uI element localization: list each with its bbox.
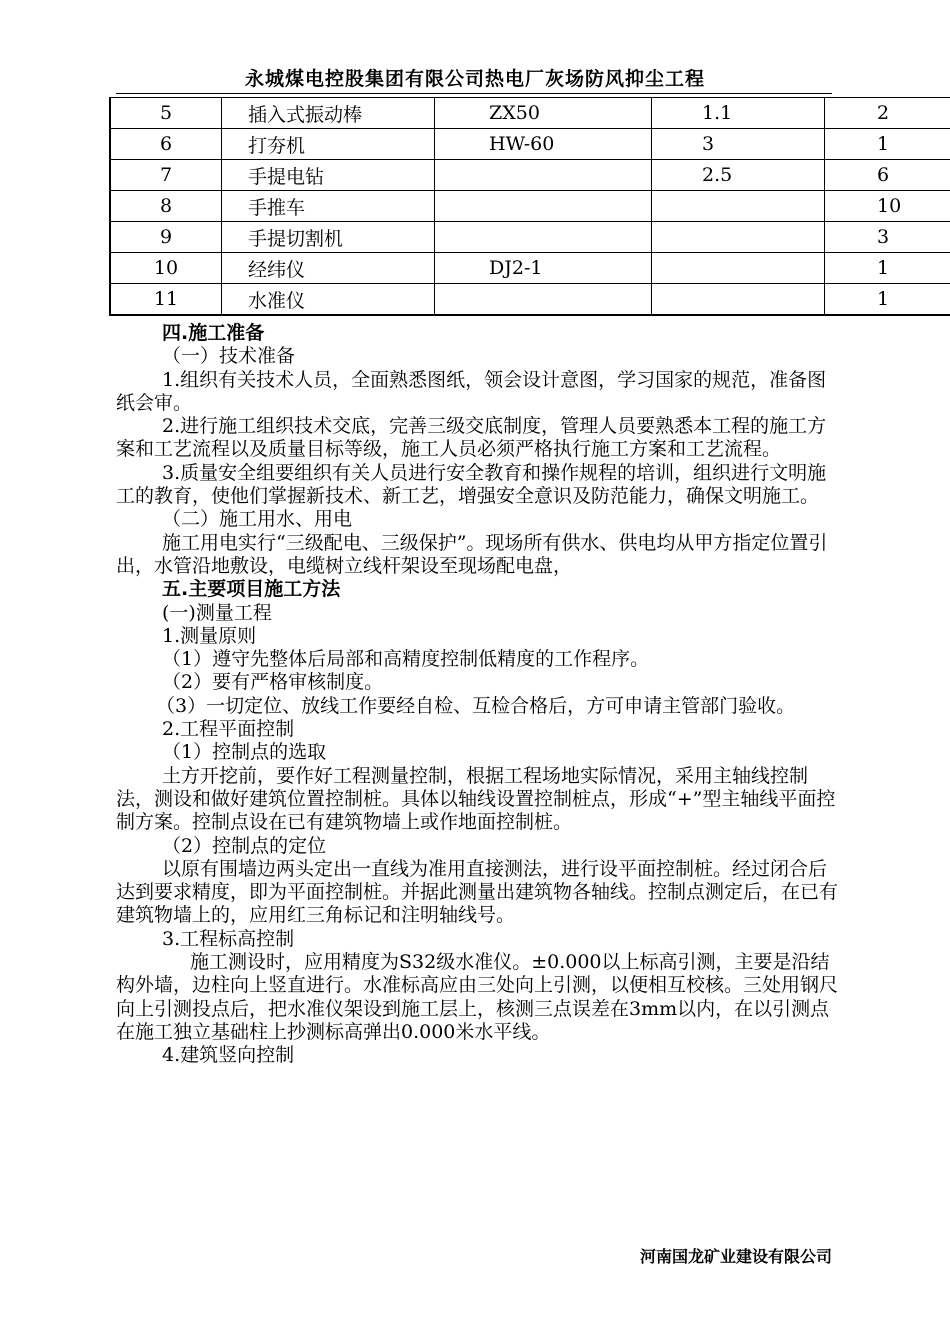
list-item: （1）控制点的选取	[162, 741, 327, 764]
cell-no: 8	[110, 191, 222, 222]
cell-qty: 1	[825, 284, 950, 316]
page-header-title: 永城煤电控股集团有限公司热电厂灰场防风抑尘工程	[244, 68, 705, 90]
equipment-table	[109, 97, 950, 316]
table-row	[110, 222, 950, 253]
cell-name: 手提切割机	[222, 222, 435, 253]
paragraph: 2.进行施工组织技术交底，完善三级交底制度，管理人员要熟悉本工程的施工方案和工艺流程以及质量目标等级，施工人员必须严格执行施工方案和工艺流程。	[116, 415, 827, 461]
table-row	[110, 160, 950, 191]
table-row	[110, 284, 950, 316]
cell-qty: 10	[825, 191, 950, 222]
cell-name: 手推车	[222, 191, 435, 222]
cell-no: 11	[110, 284, 222, 316]
paragraph: 施工测设时，应用精度为S32级水准仪。±0.000以上标高引测，主要是沿结构外墙，边柱向上竖直进行。水准标高应由三处向上引测，以便相互校核。三处用钢尺向上引测投点后，把水准仪架设到施工层上，核测三点误差在3mm以内，在以引测点在施工独立基础柱上抄测标高弹出0.000米水平线。	[116, 951, 839, 1043]
cell-power	[652, 222, 825, 253]
paragraph: 1.组织有关技术人员，全面熟悉图纸，领会设计意图，学习国家的规范，准备图纸会审。	[116, 368, 827, 414]
cell-model	[435, 160, 652, 191]
cell-no: 10	[110, 253, 222, 284]
paragraph: 以原有围墙边两头定出一直线为准用直接测法，进行设平面控制桩。经过闭合后达到要求精度，即为平面控制桩。并据此测量出建筑物各轴线。控制点测定后，在已有建筑物墙上的，应用红三角标记和注明轴线号。	[116, 857, 839, 927]
item-heading: 4.建筑竖向控制	[162, 1044, 295, 1067]
cell-qty: 2	[825, 98, 950, 129]
cell-qty: 6	[825, 160, 950, 191]
cell-qty: 1	[825, 253, 950, 284]
cell-no: 9	[110, 222, 222, 253]
document-body	[116, 322, 840, 1068]
section-heading-4: 四.施工准备	[162, 322, 265, 344]
cell-no: 7	[110, 160, 222, 191]
cell-power	[652, 191, 825, 222]
list-item: （2）控制点的定位	[162, 834, 327, 857]
cell-name: 打夯机	[222, 129, 435, 160]
subsection-heading-technical: （一）技术准备	[162, 345, 296, 368]
equipment-table-body	[110, 98, 950, 316]
cell-name: 手提电钻	[222, 160, 435, 191]
table-row	[110, 129, 950, 160]
section-heading-5: 五.主要项目施工方法	[162, 578, 341, 601]
cell-power: 1.1	[652, 98, 825, 129]
paragraph: 施工用电实行“三级配电、三级保护”。现场所有供水、供电均从甲方指定位置引出，水管沿地敷设，电缆树立线杆架设至现场配电盘，	[116, 531, 828, 577]
cell-model	[435, 284, 652, 316]
cell-power	[652, 284, 825, 316]
table-row	[110, 98, 950, 129]
table-row	[110, 191, 950, 222]
cell-qty: 3	[825, 222, 950, 253]
cell-no: 6	[110, 129, 222, 160]
item-heading: 1.测量原则	[162, 624, 257, 647]
cell-power: 2.5	[652, 160, 825, 191]
cell-model	[435, 191, 652, 222]
header-divider	[116, 93, 832, 94]
subsection-heading-water-power: （二）施工用水、用电	[162, 508, 353, 531]
cell-name: 水准仪	[222, 284, 435, 316]
item-heading: 2.工程平面控制	[162, 718, 295, 741]
paragraph: 土方开挖前，要作好工程测量控制，根据工程场地实际情况，采用主轴线控制法，测设和做好建筑位置控制桩。具体以轴线设置控制桩点，形成“+”型主轴线平面控制方案。控制点设在已有建筑物墙上或作地面控制桩。	[116, 764, 836, 834]
subsection-heading-survey: (一)测量工程	[162, 601, 272, 624]
cell-power	[652, 253, 825, 284]
item-heading: 3.工程标高控制	[162, 927, 295, 950]
list-item: （3）一切定位、放线工作要经自检、互检合格后，方可申请主管部门验收。	[156, 694, 796, 717]
list-item: （2）要有严格审核制度。	[162, 671, 384, 694]
cell-power: 3	[652, 129, 825, 160]
cell-name: 经纬仪	[222, 253, 435, 284]
cell-no: 5	[110, 98, 222, 129]
table-row	[110, 253, 950, 284]
footer-company: 河南国龙矿业建设有限公司	[639, 1247, 832, 1266]
cell-model: ZX50	[435, 98, 652, 129]
cell-model	[435, 222, 652, 253]
cell-name: 插入式振动棒	[222, 98, 435, 129]
list-item: （1）遵守先整体后局部和高精度控制低精度的工作程序。	[162, 648, 650, 671]
cell-model: HW-60	[435, 129, 652, 160]
cell-qty: 1	[825, 129, 950, 160]
cell-model: DJ2-1	[435, 253, 652, 284]
paragraph: 3.质量安全组要组织有关人员进行安全教育和操作规程的培训，组织进行文明施工的教育，使他们掌握新技术、新工艺，增强安全意识及防范能力，确保文明施工。	[116, 461, 827, 508]
